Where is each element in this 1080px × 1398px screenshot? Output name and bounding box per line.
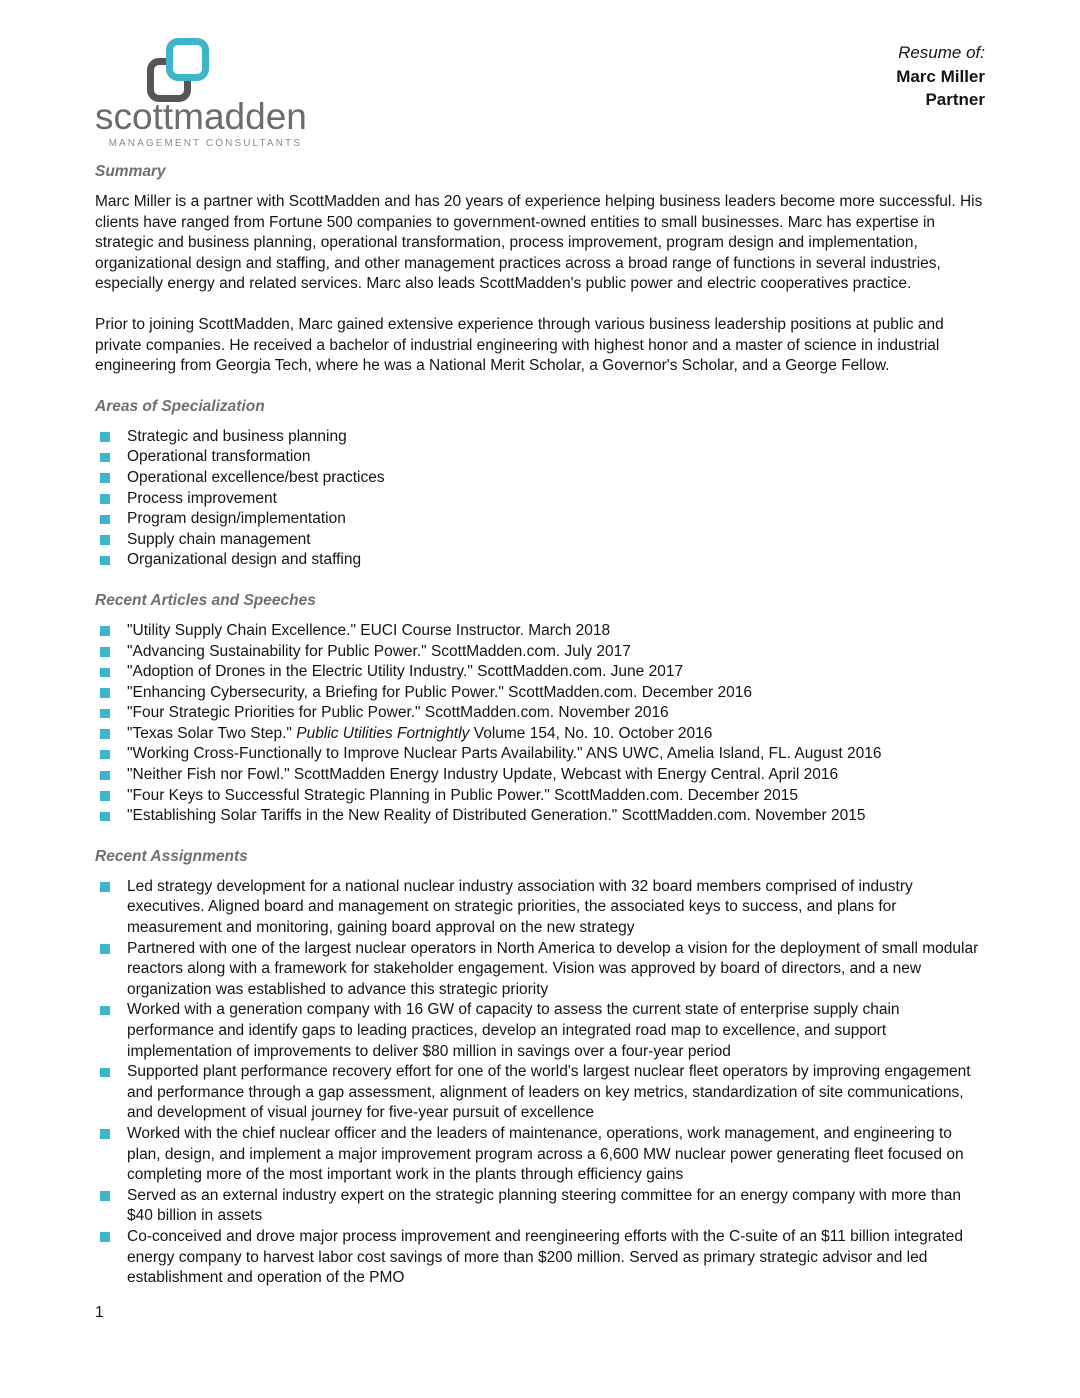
list-item	[95, 806, 985, 827]
article-text: Volume 154, No. 10. October 2016	[469, 724, 713, 742]
list-item-text: Supply chain management	[127, 530, 311, 548]
bullet-square-icon	[100, 882, 110, 892]
list-item	[95, 509, 985, 530]
list-item	[95, 744, 985, 765]
list-item-text: Operational transformation	[127, 448, 311, 466]
assignment-text: Partnered with one of the largest nuclear operators in North America to develop a vision for the deployment of small modular reactors along with a framework for stakeholder engagement. Vision was approved by board of directors, and a new organization was established to advance this strategic priority	[127, 939, 979, 998]
resume-header-block	[896, 38, 985, 112]
article-text: "Enhancing Cybersecurity, a Briefing for Public Power." ScottMadden.com. December 2016	[127, 683, 752, 701]
summary-heading: Summary	[95, 163, 166, 180]
section-recent-articles	[95, 592, 985, 827]
list-item	[95, 468, 985, 489]
bullet-square-icon	[100, 729, 110, 739]
bullet-square-icon	[100, 688, 110, 698]
bullet-square-icon	[100, 1129, 110, 1139]
bullet-square-icon	[100, 771, 110, 781]
areas-list	[95, 427, 985, 571]
assignment-text: Supported plant performance recovery effort for one of the world's largest nuclear fleet operators by improving engagement and performance through a gap assessment, alignment of leaders on key metrics, standardization of site communications, and development of visual journey for five-year pursuit of excellence	[127, 1063, 971, 1122]
article-italic-text: Public Utilities Fortnightly	[296, 724, 470, 742]
bullet-square-icon	[100, 453, 110, 463]
list-item	[95, 642, 985, 663]
list-item-text: Program design/implementation	[127, 510, 346, 528]
article-text: "Neither Fish nor Fowl." ScottMadden Energy Industry Update, Webcast with Energy Central. April 2016	[127, 766, 839, 784]
person-title: Partner	[925, 90, 985, 109]
article-text: "Four Strategic Priorities for Public Power." ScottMadden.com. November 2016	[127, 704, 669, 722]
list-item	[95, 1124, 985, 1186]
list-item	[95, 530, 985, 551]
article-text: "Working Cross-Functionally to Improve Nuclear Parts Availability." ANS UWC, Amelia Island, FL. August 2016	[127, 745, 882, 763]
bullet-square-icon	[100, 791, 110, 801]
list-item	[95, 683, 985, 704]
list-item	[95, 877, 985, 939]
list-item	[95, 939, 985, 1001]
scottmadden-logo-icon	[147, 38, 229, 102]
assignment-text: Co-conceived and drove major process improvement and reengineering efforts with the C-suite of an $11 billion integrated energy company to harvest labor cost savings of more than $200 million. Served as primary strategic advisor and led establishment and operation of the PMO	[127, 1227, 964, 1287]
section-areas-of-specialization	[95, 398, 985, 571]
bullet-square-icon	[100, 1006, 110, 1016]
assignment-text: Worked with a generation company with 16 GW of capacity to assess the current state of enterprise supply chain performance and identify gaps to leading practices, develop an integrated road map to excellence, and support implementation of improvements to deliver $80 million in savings over a four-year period	[127, 1001, 900, 1060]
bullet-square-icon	[100, 709, 110, 719]
list-item	[95, 427, 985, 448]
article-text: "Adoption of Drones in the Electric Utility Industry." ScottMadden.com. June 2017	[127, 663, 684, 681]
assignment-text: Worked with the chief nuclear officer and the leaders of maintenance, operations, work management, and engineering to plan, design, and implement a major improvement program across a 6,600 MW nuclear power generating fleet focused on completing more of the most important work in the plants through efficiency gains	[127, 1124, 964, 1184]
article-text: "Utility Supply Chain Excellence." EUCI Course Instructor. March 2018	[127, 621, 611, 639]
articles-heading: Recent Articles and Speeches	[95, 591, 316, 609]
list-item	[95, 447, 985, 468]
logo-text	[95, 96, 307, 149]
page-number: 1	[95, 1304, 104, 1321]
article-text: "Advancing Sustainability for Public Power." ScottMadden.com. July 2017	[127, 642, 631, 660]
assignment-text: Served as an external industry expert on the strategic planning steering committee for an energy company with more than $40 billion in assets	[127, 1186, 962, 1225]
list-item	[95, 621, 985, 642]
bullet-square-icon	[100, 1232, 110, 1242]
bullet-square-icon	[100, 494, 110, 504]
bullet-square-icon	[100, 626, 110, 636]
resume-of-label: Resume of:	[898, 43, 985, 62]
list-item	[95, 703, 985, 724]
article-text: "Four Keys to Successful Strategic Planning in Public Power." ScottMadden.com. December 2015	[127, 786, 798, 804]
list-item-text: Process improvement	[127, 489, 277, 507]
person-name: Marc Miller	[896, 66, 985, 86]
bullet-square-icon	[100, 515, 110, 525]
list-item	[95, 662, 985, 683]
summary-paragraph-1: Marc Miller is a partner with ScottMadden and has 20 years of experience helping business leaders become more successful. His clients have ranged from Fortune 500 companies to government-owned entities to small businesses. Marc has expertise in strategic and business planning, operational transformation, process improvement, program design and implementation, organizational design and staffing, and other management practices across a broad range of functions in several industries, especially energy and related services. Marc also leads ScottMadden's public power and electric cooperatives practice.	[95, 193, 983, 293]
bullet-square-icon	[100, 668, 110, 678]
list-item	[95, 724, 985, 745]
assignments-heading: Recent Assignments	[95, 847, 248, 865]
bullet-square-icon	[100, 1191, 110, 1201]
list-item	[95, 489, 985, 510]
list-item-text: Organizational design and staffing	[127, 551, 362, 569]
bullet-square-icon	[100, 556, 110, 566]
bullet-square-icon	[100, 647, 110, 657]
list-item-text: Operational excellence/best practices	[127, 468, 385, 486]
logo-tagline: MANAGEMENT CONSULTANTS	[108, 138, 302, 149]
assignments-list	[95, 877, 985, 1289]
bullet-square-icon	[100, 1068, 110, 1078]
section-summary	[95, 163, 985, 377]
section-recent-assignments	[95, 848, 985, 1289]
assignment-text: Led strategy development for a national nuclear industry association with 32 board members comprised of industry executives. Aligned board and management on strategic priorities, the associated keys to success, and plans for measurement and monitoring, gaining board approval on the new strategy	[127, 877, 913, 937]
bullet-square-icon	[100, 750, 110, 760]
article-text: "Texas Solar Two Step."	[127, 724, 297, 742]
list-item-text: Strategic and business planning	[127, 427, 347, 445]
page-header	[95, 38, 985, 149]
articles-list	[95, 621, 985, 827]
list-item	[95, 765, 985, 786]
bullet-square-icon	[100, 944, 110, 954]
list-item	[95, 1186, 985, 1227]
list-item	[95, 550, 985, 571]
bullet-square-icon	[100, 812, 110, 822]
article-text: "Establishing Solar Tariffs in the New Reality of Distributed Generation." ScottMadden.com. November 2015	[127, 807, 866, 825]
logo-teal-square-icon	[166, 38, 209, 81]
areas-heading: Areas of Specialization	[95, 397, 265, 415]
bullet-square-icon	[100, 473, 110, 483]
scottmadden-logo	[95, 38, 307, 149]
list-item	[95, 1227, 985, 1289]
logo-brand-name: scottmadden	[95, 96, 307, 137]
list-item	[95, 1062, 985, 1124]
bullet-square-icon	[100, 432, 110, 442]
bullet-square-icon	[100, 535, 110, 545]
list-item	[95, 786, 985, 807]
list-item	[95, 1000, 985, 1062]
summary-paragraph-2: Prior to joining ScottMadden, Marc gained extensive experience through various business leadership positions at public and private companies. He received a bachelor of industrial engineering with highest honor and a master of science in industrial engineering from Georgia Tech, where he was a National Merit Scholar, a Governor's Scholar, and a George Fellow.	[95, 315, 944, 375]
